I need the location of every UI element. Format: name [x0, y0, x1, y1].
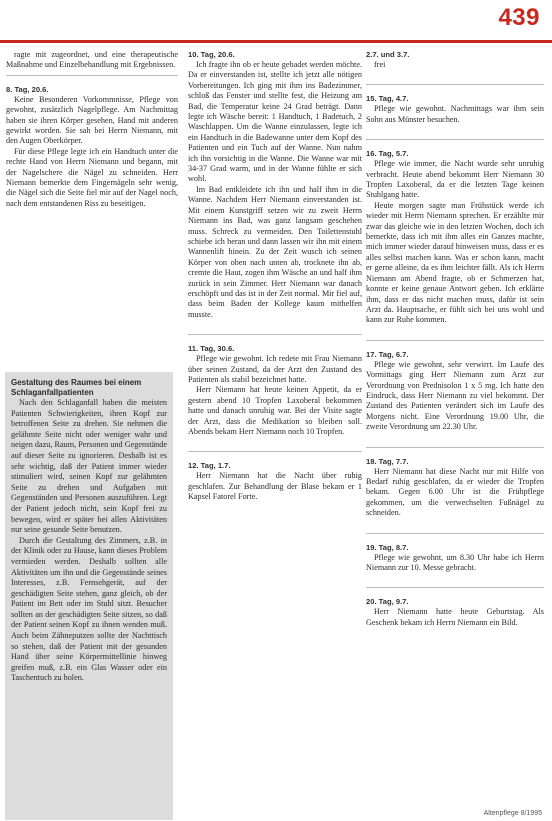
entry-paragraph: Ich fragte ihn ob er heute gebadet werden möchte. Da er einverstanden ist, stellte ich jetzt alle nötigen Vorbereitungen. Ich ging mit ihm ins Badezimmer, schloß das Fenster und stellte fest, die Heizung am Bad, die Temperatur keine 24 Grad beträgt. Dann legte ich Wäsche bereit: 1 Handtuch, 1 Badetuch, 2 Waschlappen. Um die Wanne einzulassen, legte ich ein Handtuch in die Badewanne unter dem Kopf des Patienten und ein Tuch auf der Wanne. Nun nahm ich ihn vorsichtig in die Wanne. Die Wanne war mit 34-37 Grad warm, und in der Wanne fühlte er sich wohl. [188, 60, 362, 184]
diary-entry [188, 50, 362, 320]
header-rule [0, 40, 552, 43]
diary-entry [366, 94, 544, 125]
entry-date: 10. Tag, 20.6. [188, 50, 235, 59]
section-divider [366, 84, 544, 85]
section-divider [6, 75, 178, 76]
section-divider [366, 139, 544, 140]
entry-paragraph: Für diese Pflege legte ich ein Handtuch unter die rechte Hand von Herrn Niemann und begann, mit der Nagelschere die Nägel zu schneiden. Herr Niemann bemerkte dem Fingernägeln sehr wenig, die Nägel sich die Seite fiel mir auf der Nagel noch, nach dem entstandenen Riss zu beseitigen. [6, 146, 178, 208]
diary-entry [366, 457, 544, 519]
diary-entry [366, 597, 544, 628]
section-divider [188, 334, 362, 335]
entry-paragraph: Herr Niemann hat diese Nacht nur mit Hilfe von Bedarf ruhig geschlafen, da er wieder die Tropfen bekam. Gegen 6.00 Uhr ist die Frühpflege gekommen, um die verwechselten Fußnägel zu schneiden. [366, 466, 544, 518]
column-middle [188, 50, 362, 517]
info-box [5, 372, 173, 820]
diary-entry [366, 543, 544, 574]
entry-date: 8. Tag, 20.6. [6, 84, 49, 94]
entry-paragraph: Heute morgen sagte man Frühstück werde ich wieder mit Herrn Niemann sprechen. Er erzählte mir zwar das gleiche wie in den letzten Wochen, doch ich bemerkte, dass ich mit ihm alles ein Ganzes machte, mich immer wieder darauf hinweisen muss, dass er es alles selbst machen kann. Was er schon kann, macht er gerne alleine, da es ihm leichter fällt. Als ich Herrn Niemann am Abend fragte, ob er Schmerzen hat, konnte er keine genaue Antwort geben. Ich erklärte ihm, dass er das nicht machen muss, dafür ist sein Arzt da. Hauptsache, er fühlt sich bei uns wohl und kann zur Ruhe kommen. [366, 200, 544, 325]
page-footer: Altenpflege 8/1995 [483, 810, 542, 817]
entry-paragraph: Pflege wie gewohnt, um 8.30 Uhr habe ich Herrn Niemann zur 10. Messe gebracht. [366, 552, 544, 572]
section-divider [366, 340, 544, 341]
entry-date: 15. Tag, 4.7. [366, 94, 409, 104]
column-right [366, 50, 544, 642]
entry-paragraph: Pflege wie immer, die Nacht wurde sehr unruhig verbracht. Heute abend bekommt Herr Niemann 30 Tropfen Laxoberal, da er die letzten Tage keinen Stuhlgang hatte. [366, 159, 544, 200]
entry-date: 11. Tag, 30.6. [188, 344, 235, 354]
info-box-paragraph: Nach den Schlaganfall haben die meisten Patienten Schwierigkeiten, ihren Kopf zur betroffenen Seite zu drehen. Sie nehmen die gelähmte Seite nicht oder weniger wahr und neigen dazu, Raum, Personen und Gegenstände auf dieser Seite zu ignorieren. Deshalb ist es sehr wichtig, daß der Patient immer wieder stimuliert wird, seinen Kopf zur gelähmten Seite zu drehen und Aufgaben mit Gegenständen und Personen auszuführen. Legt der Patient jedoch nicht, sein Kopf frei zu bewegen, wird er später bei allen Aktivitäten nur seine gesunde Seite benutzen. [11, 398, 167, 535]
entry-date: 12. Tag, 1.7. [188, 461, 231, 471]
entry-date: 19. Tag, 8.7. [366, 542, 409, 552]
info-box-title: Gestaltung des Raumes bei einem Schlaganfallpatienten [11, 378, 142, 397]
entry-paragraph: Pflege wie gewohnt. Ich redete mit Frau Niemann über seinen Zustand, da der Arzt den Zustand des Patienten als stabil bezeichnet hatte. [188, 354, 362, 384]
entry-paragraph: Pflege wie gewohnt. Nachmittags war ihm sein Sohn aus Münster besuchen. [366, 104, 544, 124]
entry-paragraph: Keine Besonderen Vorkommnisse, Pflege von gewohnt, zusätzlich Nagelpflege. Am Nachmittag haben sie ihren Körper gesehen, Hand mit anderen gewirkt worden. Sie sah bei Herrn Niemann, mit den Augen Oberkörper. [6, 94, 178, 146]
section-divider [188, 451, 362, 452]
entry-date: 2.7. und 3.7. [366, 50, 410, 59]
section-divider [366, 587, 544, 588]
diary-entry [366, 50, 544, 70]
entry-paragraph: frei [374, 60, 386, 69]
entry-date: 16. Tag, 5.7. [366, 149, 409, 159]
page-number: 439 [498, 4, 540, 31]
diary-entry [6, 85, 178, 209]
info-box-paragraph: Durch die Gestaltung des Zimmers, z.B. in der Klinik oder zu Hause, kann dieses Problem vermieden werden. Deshalb sollten alle Aktivitäten um ihn und die Gegenstände seines Interesses, z.B. Fernsehgerät, auf der geschädigten Seite stehen, ganz gleich, ob der Patient im Bett oder im Stuhl sitzt. Besucher sollten an der geschädigten Seite sitzen, so daß der Patient seinen Kopf zu ihnen wenden muß. Auch beim Zähneputzen sollte der Nachttisch so stehen, daß der Patient mit der gesunden Hand über seine Körpermittellinie hinweg greifen muß, z.B. ein Glas Wasser oder ein Taschentuch zu holen. [11, 535, 167, 683]
diary-entry [188, 461, 362, 502]
entry-paragraph: Herr Niemann hat die Nacht über ruhig geschlafen. Zur Behandlung der Blase bekam er 1 Kapsel Fatorel Forte. [188, 471, 362, 502]
intro-paragraph: ragte mit zugeordnet, und eine therapeutische Maßnahme und Einzelbehandlung mit Ergebnissen. [6, 50, 178, 70]
column-left [6, 50, 178, 223]
diary-entry [366, 350, 544, 433]
diary-entry [188, 344, 362, 437]
entry-paragraph: Herr Niemann hat heute keinen Appetit, da er gestern abend 10 Tropfen Laxoberal bekommen hatte und danach unruhig war. Bei der Visite sagte der Arzt, dass die Medikation so bleiben soll. Abends bekam Herr Niemann noch 10 Tropfen. [188, 385, 362, 436]
entry-paragraph: Herr Niemann hatte heute Geburtstag. Als Geschenk bekam ich Herrn Niemann ein Bild. [366, 607, 544, 627]
entry-paragraph: Im Bad entkleidete ich ihn und half ihm in die Wanne. Nachdem Herr Niemann einverstanden ist. Mit einem Kunstgriff setzen wir zu zweit Herrn Niemann ins Bad, was ganz langsam geschehen muss. Schreck zu vermeiden. Den Toilettenstuhl schiebe ich heran und dann lassen wir ihn mit einem Wannenlift hinein. Zu der Zeit wusch ich seinen Körper von oben nach unten ab, trocknete ihn ab, cremte die Haut, zogen ihm Wäsche an und half ihm zurück in sein Zimmer. Herr Niemann war danach erschöpft und das ist in der Zeit normal. Mir fiel auf, dass beim Baden der Kollege kaum mithelfen musste. [188, 184, 362, 319]
diary-entry [366, 149, 544, 326]
entry-paragraph: Pflege wie gewohnt, sehr verwirrt. Im Laufe des Vormittags ging Herr Niemann zum Arzt zur Verordnung von Prednisolon 1 x 5 mg. Ich hatte den Eindruck, dass Herr Niemann zu viel bekommt. Der Zustand des Patienten verändert sich im Laufe des Morgens nicht. Eine Verordnung 19.00 Uhr, die zweite Verordnung um 22.30 Uhr. [366, 359, 544, 432]
entry-date: 18. Tag, 7.7. [366, 456, 409, 466]
entry-date: 20. Tag, 9.7. [366, 597, 409, 607]
section-divider [366, 533, 544, 534]
section-divider [366, 447, 544, 448]
entry-date: 17. Tag, 6.7. [366, 349, 409, 359]
